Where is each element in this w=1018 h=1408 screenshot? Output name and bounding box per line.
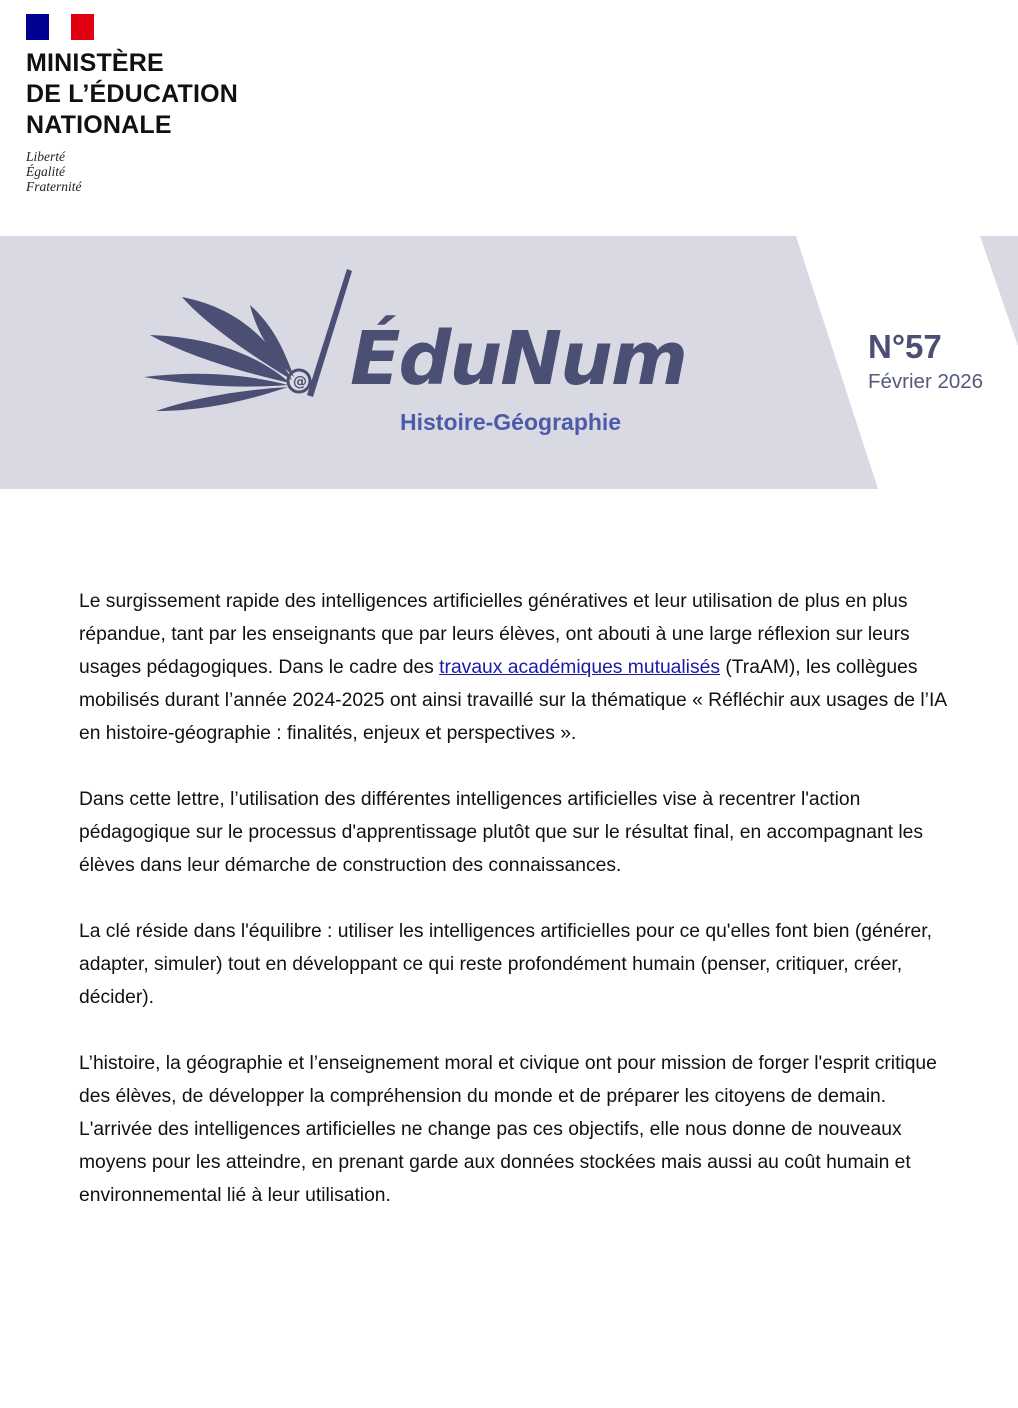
issue-date: Février 2026	[868, 370, 984, 393]
body-paragraph: Dans cette lettre, l’utilisation des différentes intelligences artificielles vise à recentrer l'action pédagogique sur le processus d'apprentissage plutôt que sur le résultat final, en accompagnant les élèves dans leur démarche de construction des connaissances.	[79, 789, 924, 876]
french-flag-icon	[26, 14, 94, 40]
motto-line: Fraternité	[26, 179, 82, 194]
intro-text-start: Le surgissement rapide des intelligences artificielles génératives et leur utilisation de plus en plus répandue, tant par les enseignants que par leurs élèves, ont abouti à une large réflexion sur leurs usages pédagogiques. Dans le cadre des	[79, 591, 910, 678]
intro-paragraph	[79, 585, 959, 750]
intro-text-end: (TraAM), les collègues mobilisés durant l’année 2024-2025 ont ainsi travaillé sur la thématique « Réfléchir aux usages de l’IA en histoire-géographie : finalités, enjeux et perspectives ».	[79, 657, 947, 744]
brand-title: ÉduNum	[350, 316, 686, 402]
motto-line: Liberté	[26, 149, 65, 164]
body-paragraph: La clé réside dans l'équilibre : utiliser les intelligences artificielles pour ce qu'elles font bien (générer, adapter, simuler) tout en développant ce qui reste profondément humain (penser, critiquer, créer, décider).	[79, 921, 932, 1008]
traam-link[interactable]: travaux académiques mutualisés	[439, 657, 720, 678]
brand-subtitle: Histoire-Géographie	[400, 409, 622, 435]
ministry-line: NATIONALE	[26, 111, 172, 139]
republic-motto	[26, 149, 286, 194]
ministry-name	[26, 48, 286, 141]
body-paragraph: L’histoire, la géographie et l’enseignement moral et civique ont pour mission de forger l'esprit critique des élèves, de développer la compréhension du monde et de préparer les citoyens de demain. L'arrivée des intelligences artificielles ne change pas ces objectifs, elle nous donne de nouveaux moyens pour les atteindre, en prenant garde aux données stockées mais aussi au coût humain et environnemental lié à leur utilisation.	[79, 1053, 937, 1206]
motto-line: Égalité	[26, 164, 65, 179]
ministry-line: MINISTÈRE	[26, 49, 164, 77]
issue-info	[868, 328, 983, 396]
svg-text:@: @	[293, 374, 307, 390]
ministry-line: DE L’ÉDUCATION	[26, 80, 239, 108]
newsletter-body	[79, 585, 959, 1245]
ministry-logo	[26, 14, 286, 194]
issue-number: N°57	[868, 328, 942, 365]
